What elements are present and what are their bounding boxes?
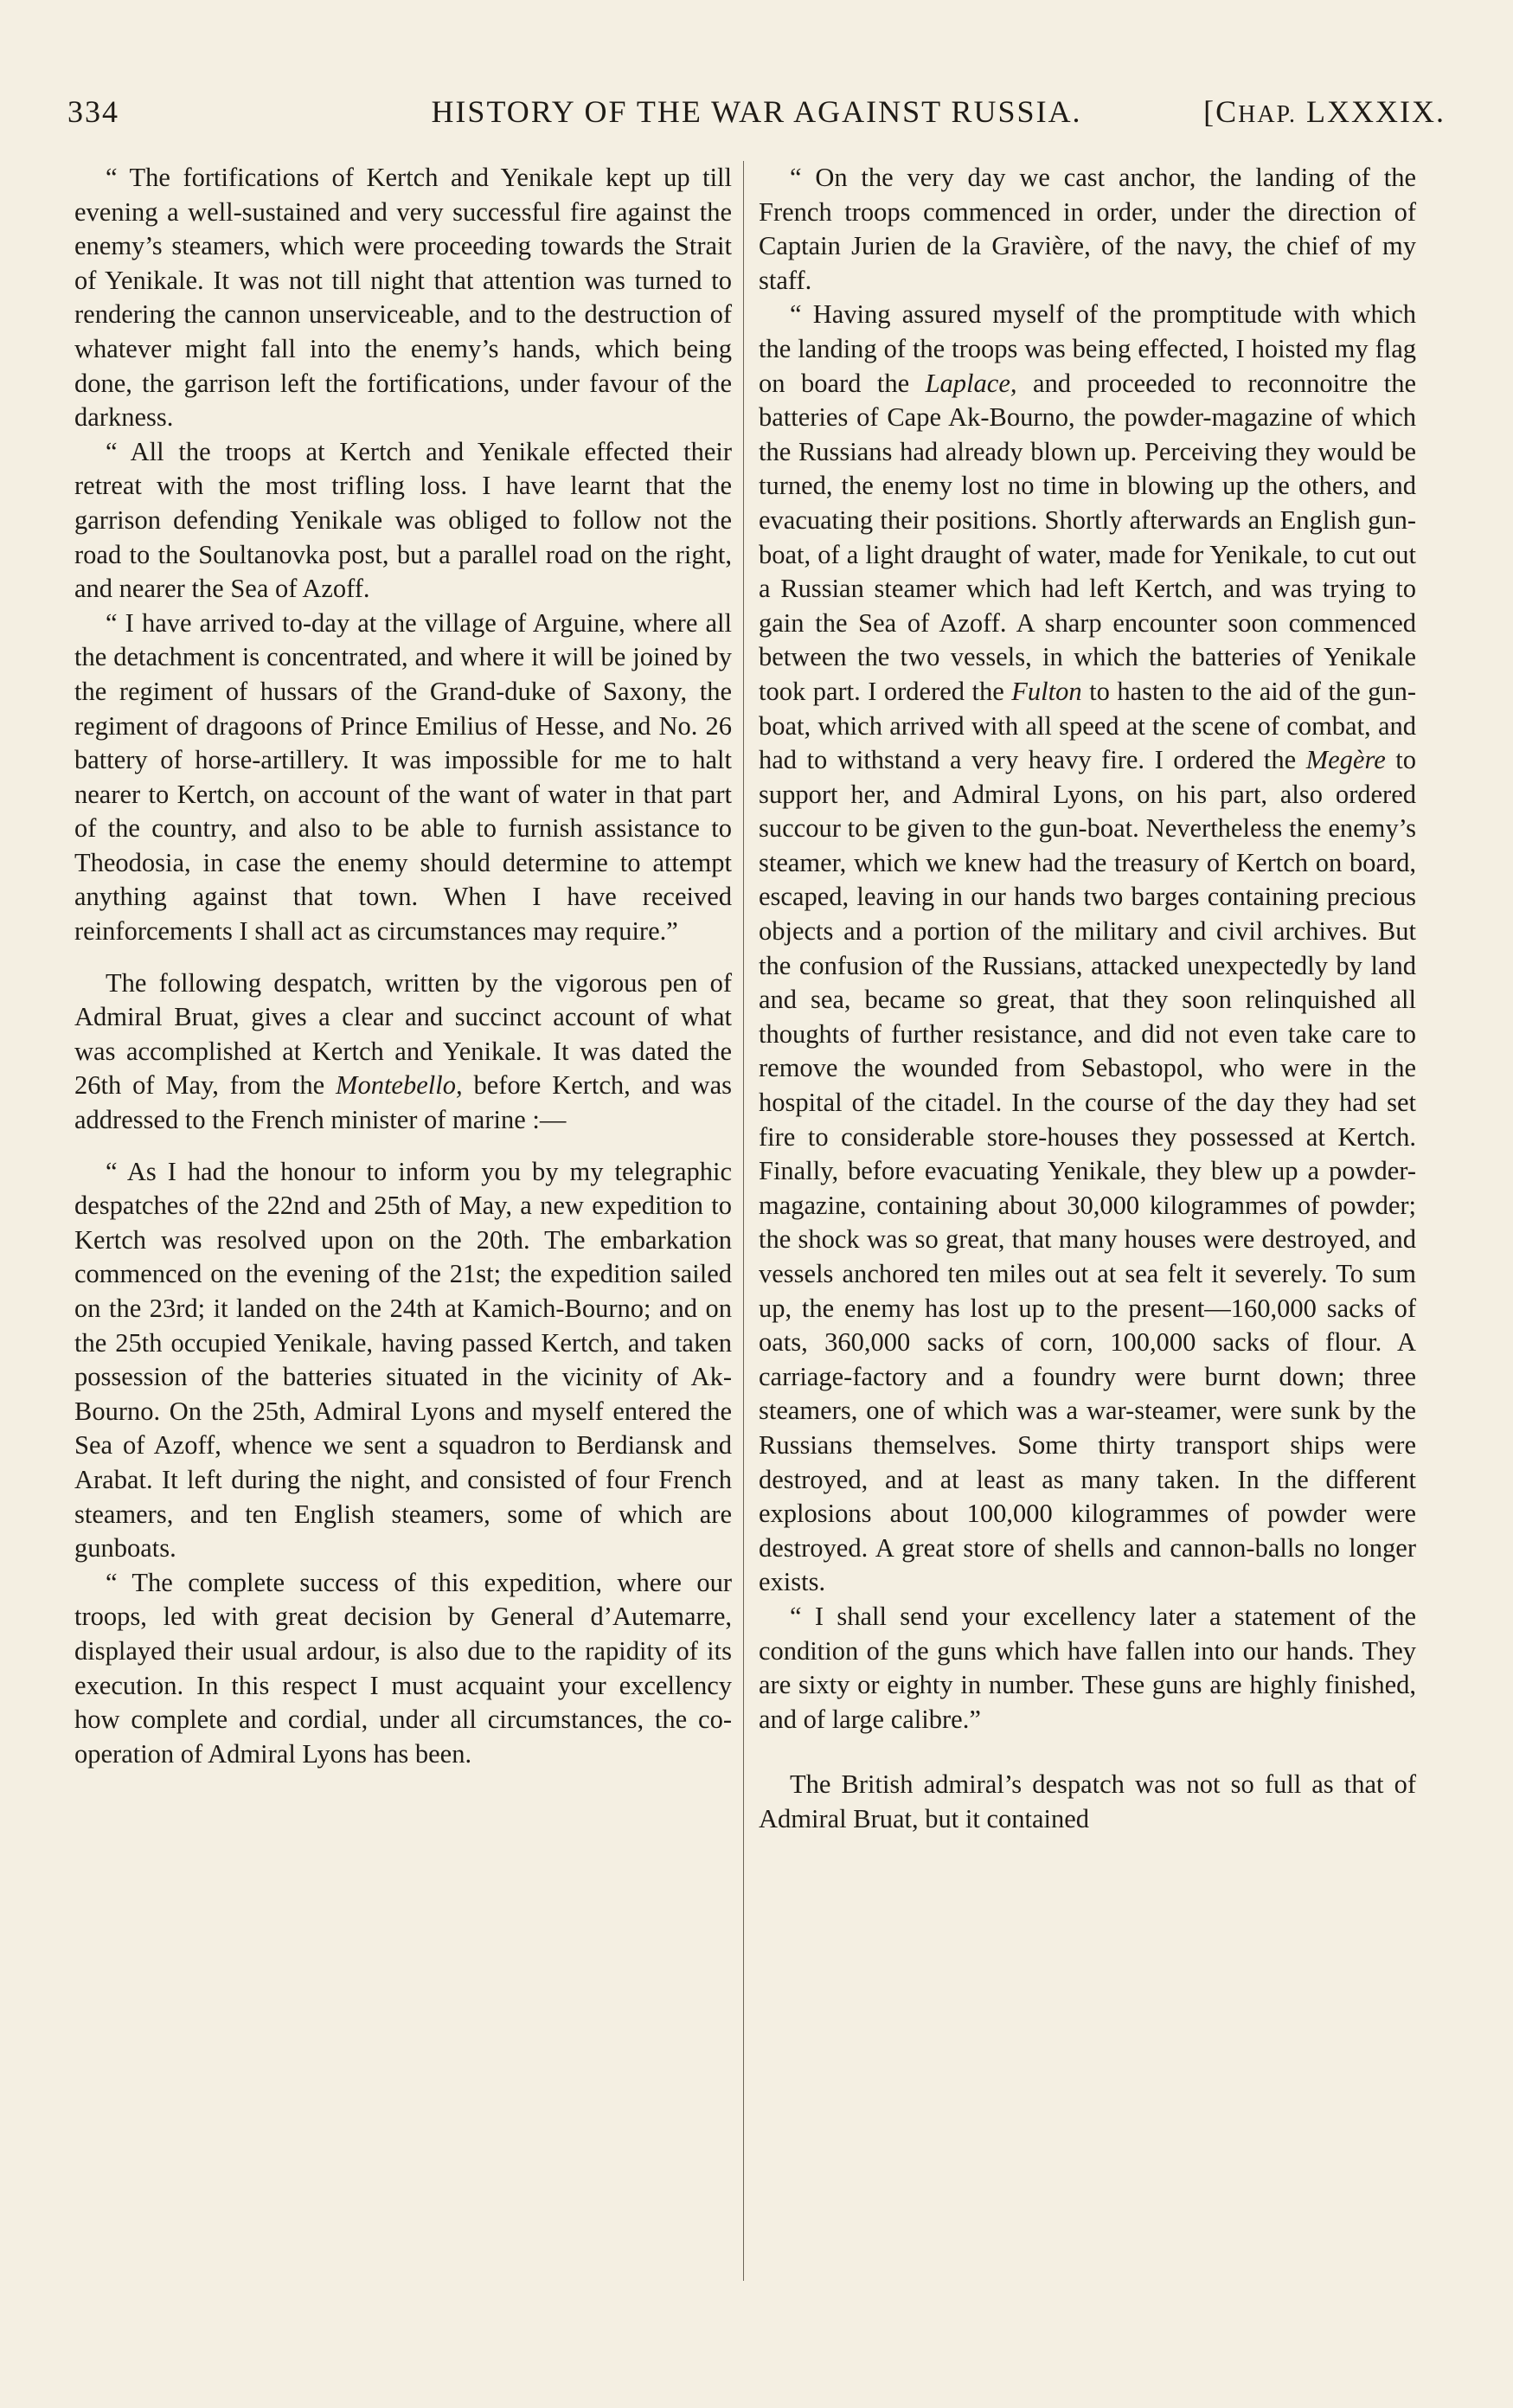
- paragraph: “ All the troops at Kertch and Yenikale effected their retreat with the most trifling loss. I have learnt that the garrison defending Yenikale was obliged to follow not the road to the Soultanovka post, but a parallel road on the right, and nearer the Sea of Azoff.: [74, 436, 732, 604]
- paragraph: “ On the very day we cast anchor, the landing of the French troops commenced in order, under the direction of Captain Jurien de la Gravière, of the navy, the chief of my staff.: [759, 163, 1416, 295]
- ship-name: Megère: [1305, 745, 1386, 775]
- page-number: 334: [67, 94, 119, 129]
- right-column: [759, 161, 1416, 1837]
- running-header: [67, 93, 1446, 133]
- paragraph: “ I shall send your excellency later a statement of the condition of the guns which have fallen into our hands. They are sixty or eighty in number. These guns are highly finished, and of large calibre.”: [759, 1601, 1416, 1734]
- paragraph: “ The complete success of this expedition, where our troops, led with great decision by General d’Autemarre, displayed their usual ardour, is also due to the rapidity of its execution. In this respect I must acquaint your excellency how complete and cordial, under all circumstances, the co-operation of Admiral Lyons has been.: [74, 1567, 732, 1769]
- ship-name: Montebello,: [336, 1070, 463, 1101]
- paragraph: The British admiral’s despatch was not so full as that of Admiral Bruat, but it contained: [759, 1769, 1416, 1833]
- paragraph: “ The fortifications of Kertch and Yenikale kept up till evening a well-sustained and very successful fire against the enemy’s steamers, which were proceeding towards the Strait of Yenikale. It was not till night that attention was turned to rendering the cannon unserviceable, and to the destruction of whatever might fall into the enemy’s hands, which being done, the garrison left the fortifications, under favour of the darkness.: [74, 163, 732, 433]
- paragraph: [74, 966, 732, 1138]
- running-title: HISTORY OF THE WAR AGAINST RUSSIA.: [431, 94, 1082, 129]
- paragraph: “ As I had the honour to inform you by my telegraphic despatches of the 22nd and 25th of May, a new expedition to Kertch was resolved upon on the 20th. The embarkation commenced on the evening of the 21st; the expedition sailed on the 23rd; it landed on the 24th at Kamich-Bourno; and on the 25th occupied Yenikale, having passed Kertch, and taken possession of the batteries situated in the vicinity of Ak-Bourno. On the 25th, Admiral Lyons and myself entered the Sea of Azoff, whence we sent a squadron to Berdiansk and Arabat. It left during the night, and consisted of four French steamers, and ten English steamers, some of which are gunboats.: [74, 1156, 732, 1564]
- text-run: “ Having assured myself of the promptitude with which the landing of the troops was being effected, I hoisted my flag on board the: [759, 299, 1416, 398]
- chapter-number: LXXXIX.: [1297, 94, 1446, 129]
- paragraph: [759, 298, 1416, 1600]
- ship-name: Fulton: [1011, 676, 1082, 706]
- chapter-prefix: [C: [1203, 94, 1239, 129]
- column-divider: [743, 161, 744, 2281]
- ship-name: Laplace,: [925, 368, 1017, 398]
- text-run: and proceeded to reconnoitre the batteries of Cape Ak-Bourno, the powder-magazine of which the Russians had already blown up. Perceiving they would be turned, the enemy lost no time in blowing up the others, and evacuating their positions. Shortly afterwards an English gun-boat, of a light draught of water, made for Yenikale, to cut out a Russian steamer which had left Kertch, and was trying to gain the Sea of Azoff. A sharp encounter soon commenced between the two vessels, in which the batteries of Yenikale took part. I ordered the: [759, 368, 1416, 706]
- text-run: The following despatch, written by the vigorous pen of Admiral Bruat, gives a clear and succinct account of what was accomplished at Kertch and Yenikale. It was dated the 26th of May, from the: [74, 967, 732, 1101]
- text-run: to support her, and Admiral Lyons, on his part, also ordered succour to be given to the gun-boat. Nevertheless the enemy’s steamer, which we knew had the treasury of Kertch on board, escaped, leaving in our hands two barges containing precious objects and a portion of the military and civil archives. But the confusion of the Russians, attacked unexpectedly by land and sea, became so great, that they soon relinquished all thoughts of further resistance, and did not even take care to remove the wounded from Sebastopol, who were in the hospital of the citadel. In the course of the day they had set fire to considerable store-houses they possessed at Kertch. Finally, before evacuating Yenikale, they blew up a powder-magazine, containing about 30,000 kilogrammes of powder; the shock was so great, that many houses were destroyed, and vessels anchored ten miles out at sea felt it severely. To sum up, the enemy has lost up to the present—160,000 sacks of oats, 360,000 sacks of corn, 100,000 sacks of flour. A carriage-factory and a foundry were burnt down; three steamers, one of which was a war-steamer, were sunk by the Russians themselves. Some thirty transport ships were destroyed, and at least as many taken. In the different explosions about 100,000 kilogrammes of powder were destroyed. A great store of shells and cannon-balls no longer exists.: [759, 745, 1416, 1597]
- paragraph: “ I have arrived to-day at the village of Arguine, where all the detachment is concentrated, and where it will be joined by the regiment of hussars of the Grand-duke of Saxony, the regiment of dragoons of Prince Emilius of Hesse, and No. 26 battery of horse-artillery. It was impossible for me to halt nearer to Kertch, on account of the want of water in that part of the country, and also to be able to furnish assistance to Theodosia, in case the enemy should determine to attempt anything against that town. When I have received reinforcements I shall act as circumstances may require.”: [74, 607, 732, 947]
- text-run: to hasten to the aid of the gun-boat, which arrived with all speed at the scene of combat, and had to withstand a very heavy fire. I ordered the: [759, 676, 1417, 775]
- chapter-smallcaps: HAP.: [1238, 101, 1298, 128]
- left-column: [74, 161, 732, 1771]
- chapter-label: [1203, 93, 1446, 130]
- text-run: before Kertch, and was addressed to the French minister of marine :—: [74, 1070, 732, 1135]
